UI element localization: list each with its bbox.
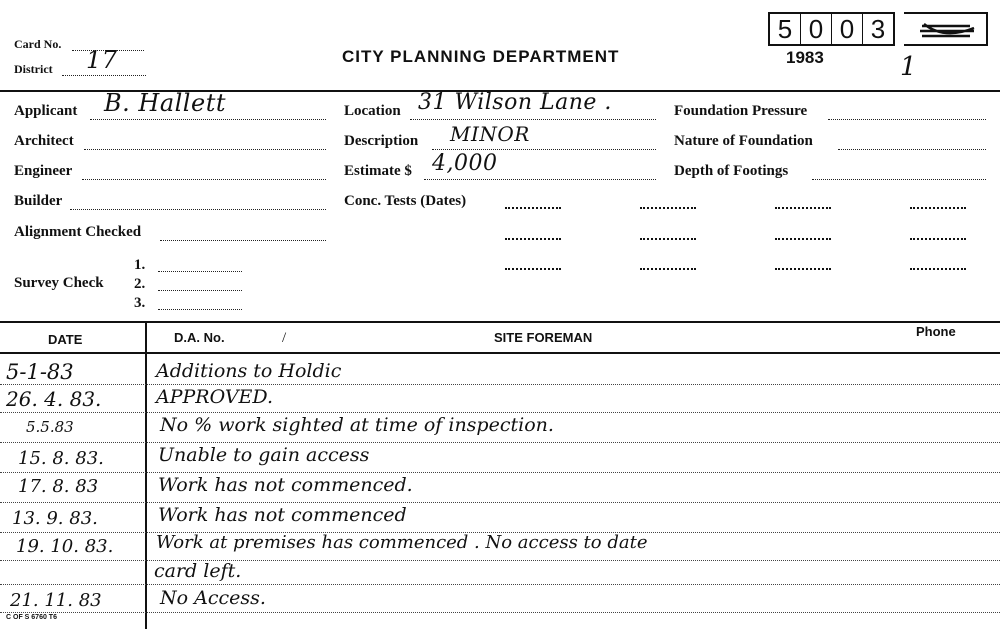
row-divider [0, 472, 1000, 473]
date-header: DATE [48, 332, 83, 347]
alignment-line [160, 240, 326, 241]
card-number-box [768, 12, 895, 46]
table-top-border [0, 321, 1000, 323]
conc-test-line [640, 238, 696, 240]
card-digit: 0 [801, 14, 832, 44]
conc-test-line [910, 268, 966, 270]
da-no-header: D.A. No. [174, 330, 225, 345]
date-column-divider [145, 321, 147, 629]
builder-label: Builder [14, 193, 63, 209]
conc-test-line [505, 268, 561, 270]
row-date: 21. 11. 83 [10, 590, 102, 611]
page-title: CITY PLANNING DEPARTMENT [342, 47, 620, 66]
table-header-border [0, 352, 1000, 354]
survey-item-1: 1. [134, 257, 146, 273]
description-value: MINOR [450, 122, 530, 146]
row-divider [0, 584, 1000, 585]
applicant-label: Applicant [14, 103, 78, 119]
estimate-line [424, 179, 656, 180]
foundation-pressure-label: Foundation Pressure [674, 103, 808, 119]
alignment-label: Alignment Checked [14, 224, 142, 240]
row-entry: Unable to gain access [158, 444, 370, 466]
conc-test-line [775, 207, 831, 209]
district-label: District [14, 62, 53, 76]
description-label: Description [344, 133, 419, 149]
card-digit: 5 [770, 14, 801, 44]
survey-check-label: Survey Check [14, 275, 104, 291]
conc-test-line [910, 238, 966, 240]
location-label: Location [344, 103, 401, 119]
row-entry: No % work sighted at time of inspection. [160, 414, 554, 436]
conc-test-line [505, 238, 561, 240]
row-date: 13. 9. 83. [12, 508, 98, 529]
row-date: 26. 4. 83. [6, 387, 102, 411]
architect-line [84, 149, 326, 150]
phone-header: Phone [916, 324, 956, 339]
conc-test-line [775, 238, 831, 240]
row-divider [0, 560, 1000, 561]
conc-tests-label: Conc. Tests (Dates) [344, 193, 467, 209]
conc-test-line [640, 207, 696, 209]
form-code: C OF S 6760 T6 [6, 614, 57, 621]
row-divider [0, 384, 1000, 385]
survey-line-3 [158, 309, 242, 310]
row-date: 15. 8. 83. [18, 448, 104, 469]
nature-of-foundation-label: Nature of Foundation [674, 133, 813, 149]
survey-item-2: 2. [134, 276, 146, 292]
survey-line-1 [158, 271, 242, 272]
row-entry: Work has not commenced [158, 504, 407, 526]
conc-test-line [640, 268, 696, 270]
card-digit: 3 [870, 14, 886, 44]
estimate-label: Estimate $ [344, 163, 412, 179]
row-divider [0, 612, 1000, 613]
row-entry: Work has not commenced. [158, 474, 413, 496]
applicant-value: B. Hallett [104, 89, 226, 117]
description-line [432, 149, 656, 150]
foundation-pressure-line [828, 119, 986, 120]
district-line [62, 75, 146, 76]
row-entry: APPROVED. [156, 386, 274, 408]
row-entry: No Access. [160, 587, 266, 609]
applicant-line [90, 119, 326, 120]
conc-test-line [505, 207, 561, 209]
nature-of-foundation-line [838, 149, 986, 150]
engineer-label: Engineer [14, 163, 73, 179]
row-date: 5-1-83 [6, 360, 74, 384]
row-entry: card left. [154, 560, 242, 582]
row-divider [0, 412, 1000, 413]
survey-item-3: 3. [134, 295, 146, 311]
da-no-value: / [282, 330, 287, 346]
site-foreman-header: SITE FOREMAN [494, 330, 593, 345]
row-entry: Additions to Holdic [156, 360, 342, 382]
year-label: 1983 [786, 48, 824, 67]
row-date: 19. 10. 83. [16, 536, 114, 557]
year-suffix: 1 [900, 52, 918, 82]
engineer-line [82, 179, 326, 180]
conc-test-line [775, 268, 831, 270]
scribble-icon [904, 14, 986, 44]
row-divider [0, 502, 1000, 503]
card-digit: 0 [832, 14, 863, 44]
architect-label: Architect [14, 133, 74, 149]
location-line [410, 119, 656, 120]
builder-line [70, 209, 326, 210]
row-date: 17. 8. 83 [18, 476, 99, 497]
location-value: 31 Wilson Lane . [418, 90, 612, 115]
row-entry: Work at premises has commenced . No access to date [156, 532, 648, 553]
estimate-value: 4,000 [432, 151, 498, 176]
row-date: 5.5.83 [26, 418, 74, 436]
row-divider [0, 442, 1000, 443]
depth-of-footings-line [812, 179, 986, 180]
card-suffix-box [904, 12, 988, 46]
survey-line-2 [158, 290, 242, 291]
conc-test-line [910, 207, 966, 209]
depth-of-footings-label: Depth of Footings [674, 163, 789, 179]
district-value: 17 [86, 46, 118, 74]
card-no-label: Card No. [14, 37, 62, 51]
